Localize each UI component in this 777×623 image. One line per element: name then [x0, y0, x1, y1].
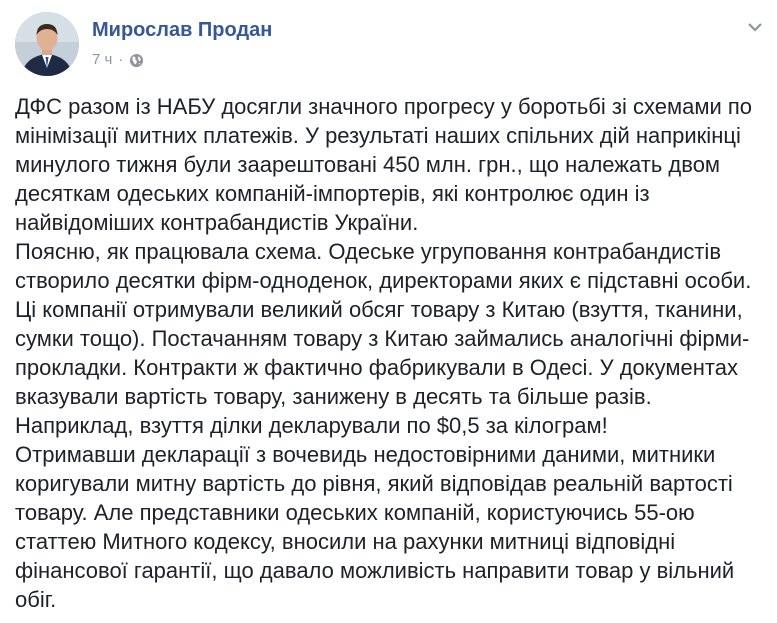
- chevron-down-icon[interactable]: [747, 20, 763, 32]
- post-time[interactable]: 7 ч: [92, 51, 113, 68]
- post-paragraph: ДФС разом із НАБУ досягли значного прогресу у боротьбі зі схемами по мінімізації митних платежів. У результаті наших спільних дій наприкінці минулого тижня були заарештовані 450 млн. грн., що належать двом десяткам одеських компаній-імпортерів, які контролює один із найвідоміших контрабандистів України.: [15, 94, 753, 235]
- post-meta: [92, 50, 144, 70]
- post-text: [15, 92, 765, 614]
- post-paragraph: Поясню, як працювала схема. Одеське угруповання контрабандистів створило десятки фірм-одноденок, директорами яких є підставні особи. Ці компанії отримували великий обсяг товару з Китаю (взуття, тканини, сумки тощо). Постачанням товару з Китаю займались аналогічні фірми-прокладки. Контракти ж фактично фабрикували в Одесі. У документах вказували вартість товару, занижену в десять та більше разів. Наприклад, взуття ділки декларували по $0,5 за кілограм!: [15, 239, 752, 438]
- meta-separator: ·: [118, 51, 124, 68]
- avatar-photo: [15, 12, 79, 76]
- author-name[interactable]: Мирослав Продан: [92, 19, 273, 41]
- avatar[interactable]: [15, 12, 79, 76]
- post-header: [0, 0, 777, 80]
- post-paragraph: Отримавши декларації з вочевидь недостовірними даними, митники коригували митну вартість до рівня, який відповідав реальній вартості товару. Але представники одеських компаній, користуючись 55-ою статтею Митного кодексу, вносили на рахунки митниці відповідні фінансової гарантії, що давало можливість направити товар у вільний обіг.: [15, 442, 735, 612]
- globe-icon[interactable]: [129, 53, 144, 68]
